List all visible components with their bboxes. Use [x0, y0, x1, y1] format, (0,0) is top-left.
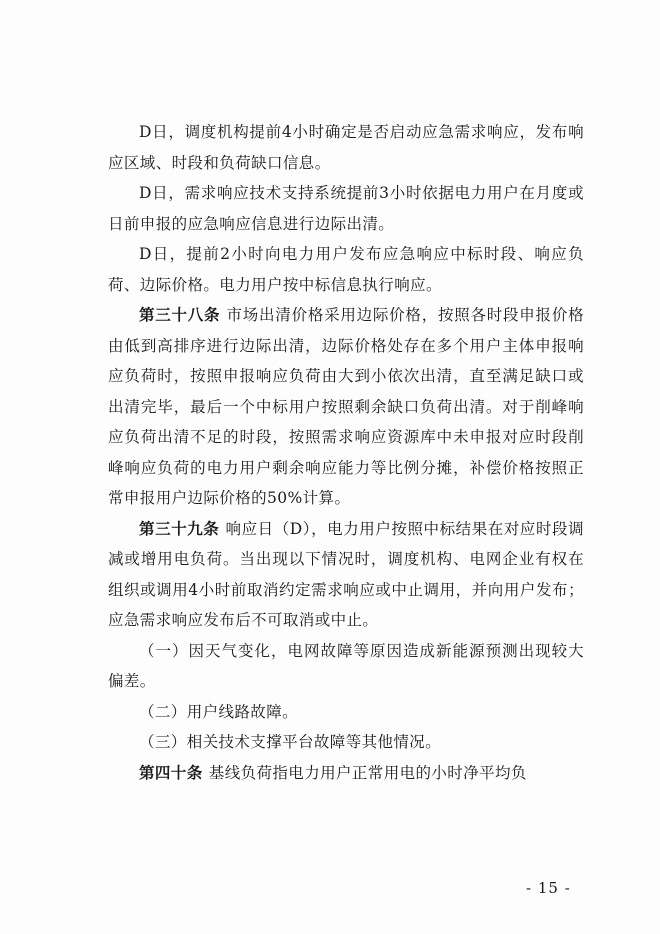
paragraph-text: （三）相关技术支撑平台故障等其他情况。	[139, 733, 442, 751]
paragraph-d-day-publish	[108, 239, 584, 300]
list-item-1	[108, 636, 584, 697]
paragraph-text: D日，提前2小时向电力用户发布应急响应中标时段、响应负荷、边际价格。电力用户按中标信息执行响应。	[108, 245, 584, 294]
article-label: 第三十九条	[139, 518, 220, 538]
article-39	[108, 514, 584, 636]
paragraph-text: D日，需求响应技术支持系统提前3小时依据电力用户在月度或日前申报的应急响应信息进行边际出清。	[108, 184, 584, 233]
paragraph-text: 市场出清价格采用边际价格，按照各时段申报价格由低到高排序进行边际出清，边际价格处存在多个用户主体申报响应负荷时，按照申报响应负荷由大到小依次出清，直至满足缺口或出清完毕，最后一个中标用户按照剩余缺口负荷出清。对于削峰响应负荷出清不足的时段，按照需求响应资源库中未申报对应时段削峰响应负荷的电力用户剩余响应能力等比例分摊，补偿价格按照正常申报用户边际价格的50%计算。	[108, 306, 584, 507]
page-number: - 15 -	[526, 879, 571, 897]
article-40	[108, 758, 584, 789]
article-38	[108, 300, 584, 514]
paragraph-text: D日，调度机构提前4小时确定是否启动应急需求响应，发布响应区域、时段和负荷缺口信息。	[108, 123, 584, 172]
paragraph-text: 基线负荷指电力用户正常用电的小时净平均负	[208, 763, 527, 782]
paragraph-d-day-dispatch	[108, 117, 584, 178]
paragraph-d-day-clearing	[108, 178, 584, 239]
paragraph-text: 响应日（D），电力用户按照中标结果在对应时段调减或增用电负荷。当出现以下情况时，调度机构、电网企业有权在组织或调用4小时前取消约定需求响应或中止调用，并向用户发布；应急需求响应发布后不可取消或中止。	[108, 519, 584, 629]
document-body	[108, 117, 584, 788]
article-label: 第四十条	[139, 762, 203, 782]
list-item-2	[108, 697, 584, 728]
paragraph-text: （二）用户线路故障。	[139, 702, 299, 721]
paragraph-text: （一）因天气变化，电网故障等原因造成新能源预测出现较大偏差。	[108, 641, 584, 690]
list-item-3	[108, 727, 584, 758]
article-label: 第三十八条	[139, 305, 221, 324]
